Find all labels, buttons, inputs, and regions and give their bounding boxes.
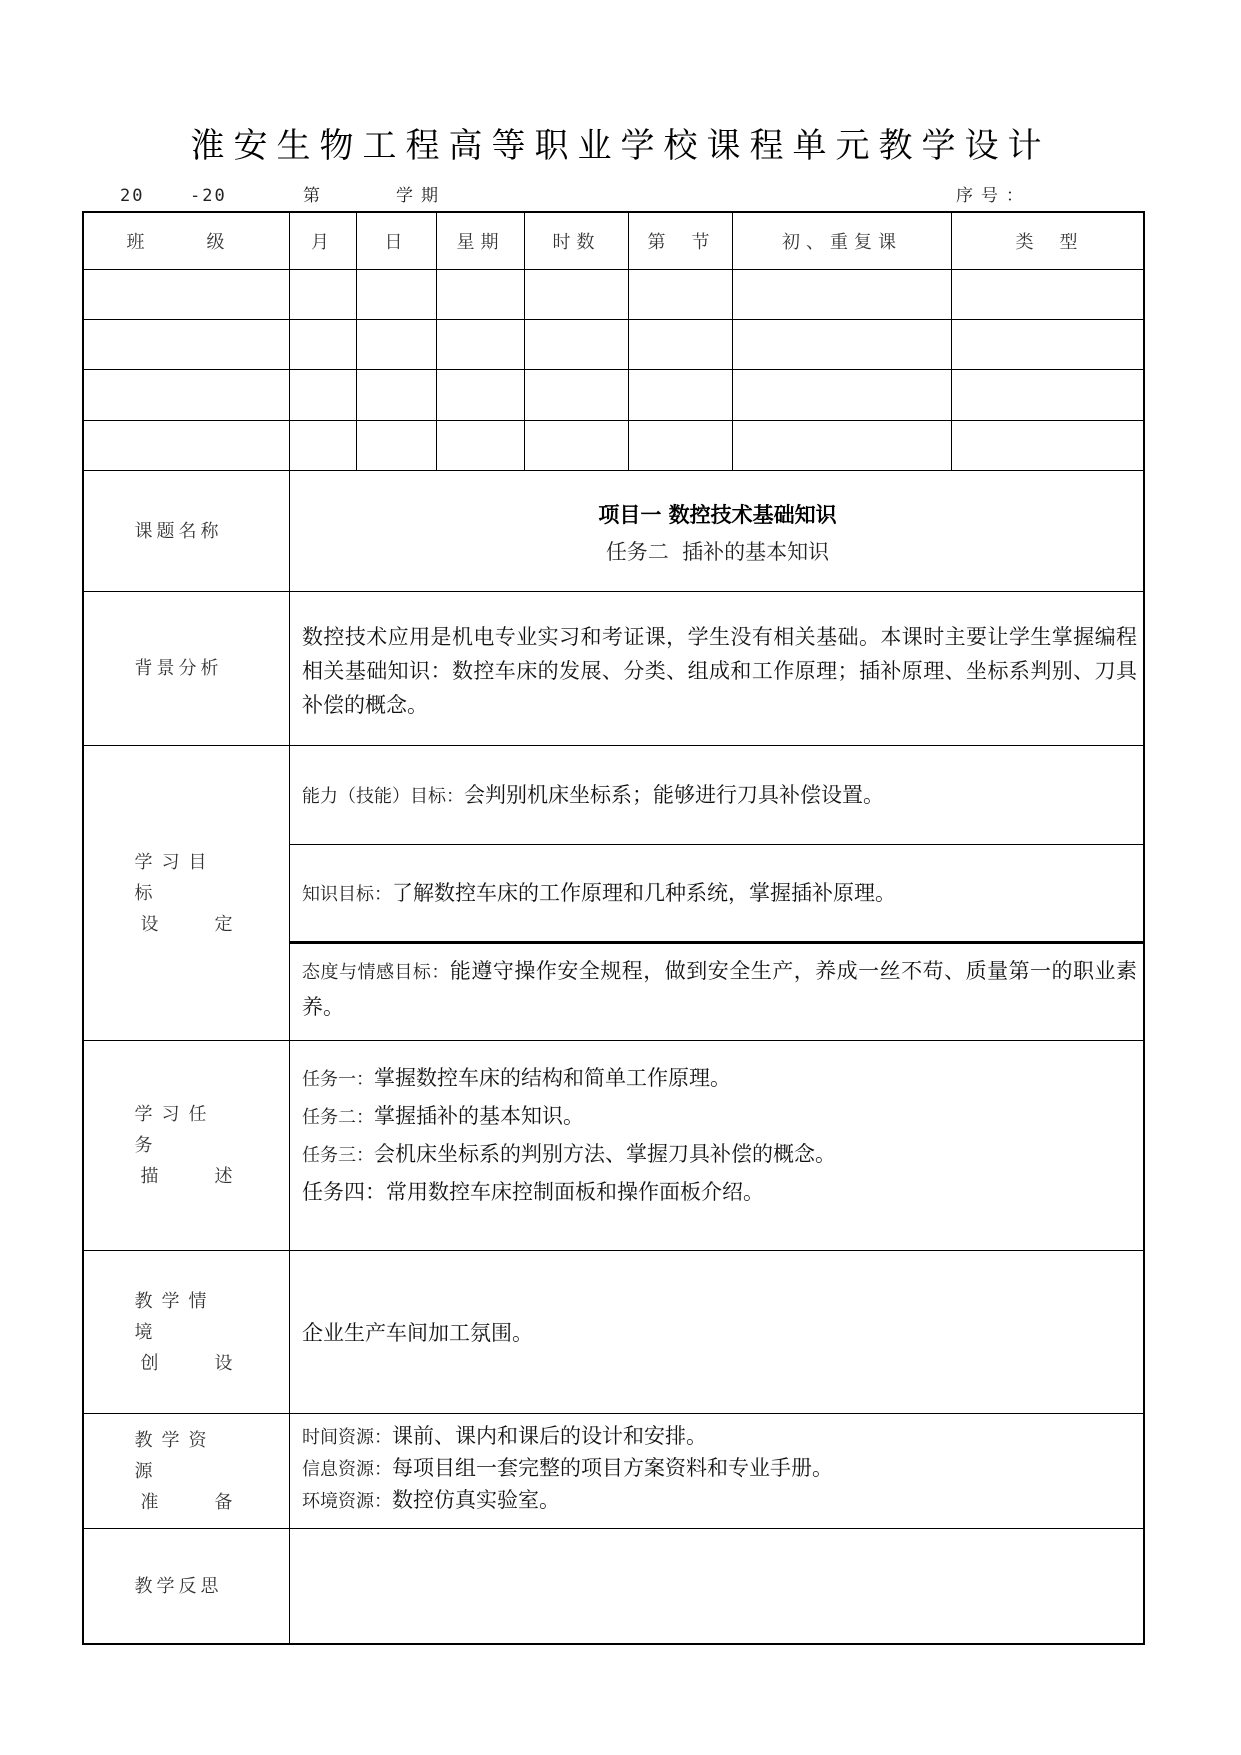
label-line: [135, 847, 239, 909]
schedule-cell[interactable]: [437, 421, 524, 470]
divider: [289, 844, 1145, 845]
semester-di-label: 第: [303, 186, 328, 206]
context-label: [84, 1251, 289, 1413]
label-line-2: [135, 909, 239, 940]
schedule-cell[interactable]: [629, 370, 732, 420]
schedule-cell[interactable]: [84, 320, 289, 369]
resources-label: [84, 1414, 289, 1528]
objective-knowledge: [302, 878, 1137, 910]
task-prefix: 任务三：: [302, 1145, 374, 1166]
header-first-repeat: 初、重复课: [782, 231, 902, 253]
header-hours: 时数: [552, 231, 601, 253]
tasks-label: [84, 1041, 289, 1250]
schedule-cell[interactable]: [84, 370, 289, 420]
document-title: 淮安生物工程高等职业学校课程单元教学设计: [190, 126, 1051, 166]
schedule-cell[interactable]: [733, 421, 951, 470]
reflection-label: [84, 1529, 289, 1644]
label-line: [135, 1099, 239, 1161]
schedule-cell[interactable]: [733, 370, 951, 420]
project-title: 项目一 数控技术基础知识: [598, 503, 837, 527]
divider: [289, 941, 1145, 944]
schedule-cell[interactable]: [629, 421, 732, 470]
schedule-cell[interactable]: [290, 270, 356, 319]
resource-item: [302, 1485, 1137, 1517]
resource-text: 每项目组一套完整的项目方案资料和专业手册。: [392, 1456, 833, 1480]
objectives-label: [84, 746, 289, 1040]
task-prefix: 任务一：: [302, 1069, 374, 1090]
schedule-cell[interactable]: [525, 370, 628, 420]
schedule-cell[interactable]: [952, 421, 1145, 470]
label-line: 课题名称: [134, 520, 223, 542]
schedule-cell[interactable]: [525, 320, 628, 369]
objective-text: 能遵守操作安全规程，做到安全生产，养成一丝不苟、质量第一的职业素养。: [302, 959, 1138, 1019]
task-item: [302, 1098, 1137, 1136]
schedule-cell[interactable]: [525, 270, 628, 319]
objective-text: 会判别机床坐标系；能够进行刀具补偿设置。: [464, 783, 884, 807]
task-item: [302, 1060, 1137, 1098]
objective-prefix: 能力（技能）目标：: [302, 786, 464, 807]
background-label: [84, 592, 289, 745]
objective-prefix: 态度与情感目标：: [302, 962, 450, 983]
schedule-cell[interactable]: [437, 370, 524, 420]
label-line: [135, 1286, 239, 1348]
task-prefix: 任务二：: [302, 1107, 374, 1128]
header-period: 第 节: [647, 231, 714, 253]
year-start-field: 20: [120, 186, 145, 206]
schedule-cell[interactable]: [357, 370, 436, 420]
task-prefix: 任务四：: [302, 1180, 386, 1204]
task-item: [302, 1174, 1137, 1211]
schedule-cell[interactable]: [84, 270, 289, 319]
background-text: 数控技术应用是机电专业实习和考证课，学生没有相关基础。本课时主要让学生掌握编程相关基础知识：数控车床的发展、分类、组成和工作原理；插补原理、坐标系判别、刀具补偿的概念。: [302, 625, 1137, 717]
schedule-cell[interactable]: [290, 320, 356, 369]
label-line: 教学反思: [134, 1576, 223, 1597]
topic-label: [84, 471, 289, 591]
label-text: 学习任务: [134, 1104, 216, 1156]
schedule-cell[interactable]: [733, 320, 951, 369]
schedule-cell[interactable]: [952, 320, 1145, 369]
label-line-2: [135, 1161, 239, 1192]
resource-prefix: 时间资源：: [302, 1427, 392, 1448]
schedule-cell[interactable]: [629, 270, 732, 319]
header-weekday: 星期: [456, 231, 505, 253]
task-list: [302, 1060, 1137, 1211]
label-text: 学习目标: [134, 851, 216, 904]
header-type: 类 型: [1015, 231, 1082, 253]
task-title: 任务二 插补的基本知识: [605, 540, 830, 564]
header-day: 日: [384, 231, 409, 253]
resource-item: [302, 1421, 1137, 1453]
schedule-cell[interactable]: [733, 270, 951, 319]
objective-ability: [302, 780, 1137, 812]
objective-text: 了解数控车床的工作原理和几种系统，掌握插补原理。: [392, 881, 896, 905]
label-text: 设 定: [140, 913, 233, 935]
label-text: 教学情境: [134, 1290, 216, 1343]
reflection-field[interactable]: [302, 1540, 1137, 1635]
schedule-cell[interactable]: [290, 421, 356, 470]
resource-text: 数控仿真实验室。: [392, 1488, 560, 1512]
label-line: 背景分析: [134, 658, 223, 679]
header-class: 班 级: [126, 231, 247, 253]
serial-number-label: 序号：: [956, 186, 1031, 206]
label-text: 准 备: [140, 1491, 233, 1513]
resource-item: [302, 1453, 1137, 1485]
resource-list: [302, 1421, 1137, 1517]
resource-prefix: 环境资源：: [302, 1491, 392, 1512]
task-text: 掌握插补的基本知识。: [374, 1104, 584, 1128]
task-text: 掌握数控车床的结构和简单工作原理。: [374, 1066, 731, 1090]
resource-prefix: 信息资源：: [302, 1459, 392, 1480]
schedule-cell[interactable]: [525, 421, 628, 470]
label-line: [135, 1425, 239, 1487]
label-text: 创 设: [140, 1352, 233, 1374]
schedule-cell[interactable]: [437, 270, 524, 319]
schedule-cell[interactable]: [629, 320, 732, 369]
schedule-cell[interactable]: [290, 370, 356, 420]
context-text: 企业生产车间加工氛围。: [302, 1321, 533, 1345]
year-end-field: -20: [190, 186, 227, 206]
label-text: 描 述: [140, 1166, 233, 1187]
semester-label: 学期: [396, 186, 446, 206]
objective-attitude: [302, 954, 1137, 1024]
schedule-cell[interactable]: [357, 421, 436, 470]
resource-text: 课前、课内和课后的设计和安排。: [392, 1424, 707, 1448]
label-line-2: [135, 1487, 239, 1518]
task-item: [302, 1136, 1137, 1174]
schedule-cell[interactable]: [952, 370, 1145, 420]
schedule-cell[interactable]: [357, 270, 436, 319]
task-text: 常用数控车床控制面板和操作面板介绍。: [386, 1180, 764, 1204]
label-line-2: [135, 1348, 239, 1379]
schedule-cell[interactable]: [437, 320, 524, 369]
task-text: 会机床坐标系的判别方法、掌握刀具补偿的概念。: [374, 1142, 836, 1166]
label-text: 教学资源: [134, 1429, 216, 1482]
header-month: 月: [311, 231, 335, 253]
schedule-cell[interactable]: [952, 270, 1145, 319]
schedule-cell[interactable]: [357, 320, 436, 369]
objective-prefix: 知识目标：: [302, 884, 392, 905]
schedule-cell[interactable]: [84, 421, 289, 470]
